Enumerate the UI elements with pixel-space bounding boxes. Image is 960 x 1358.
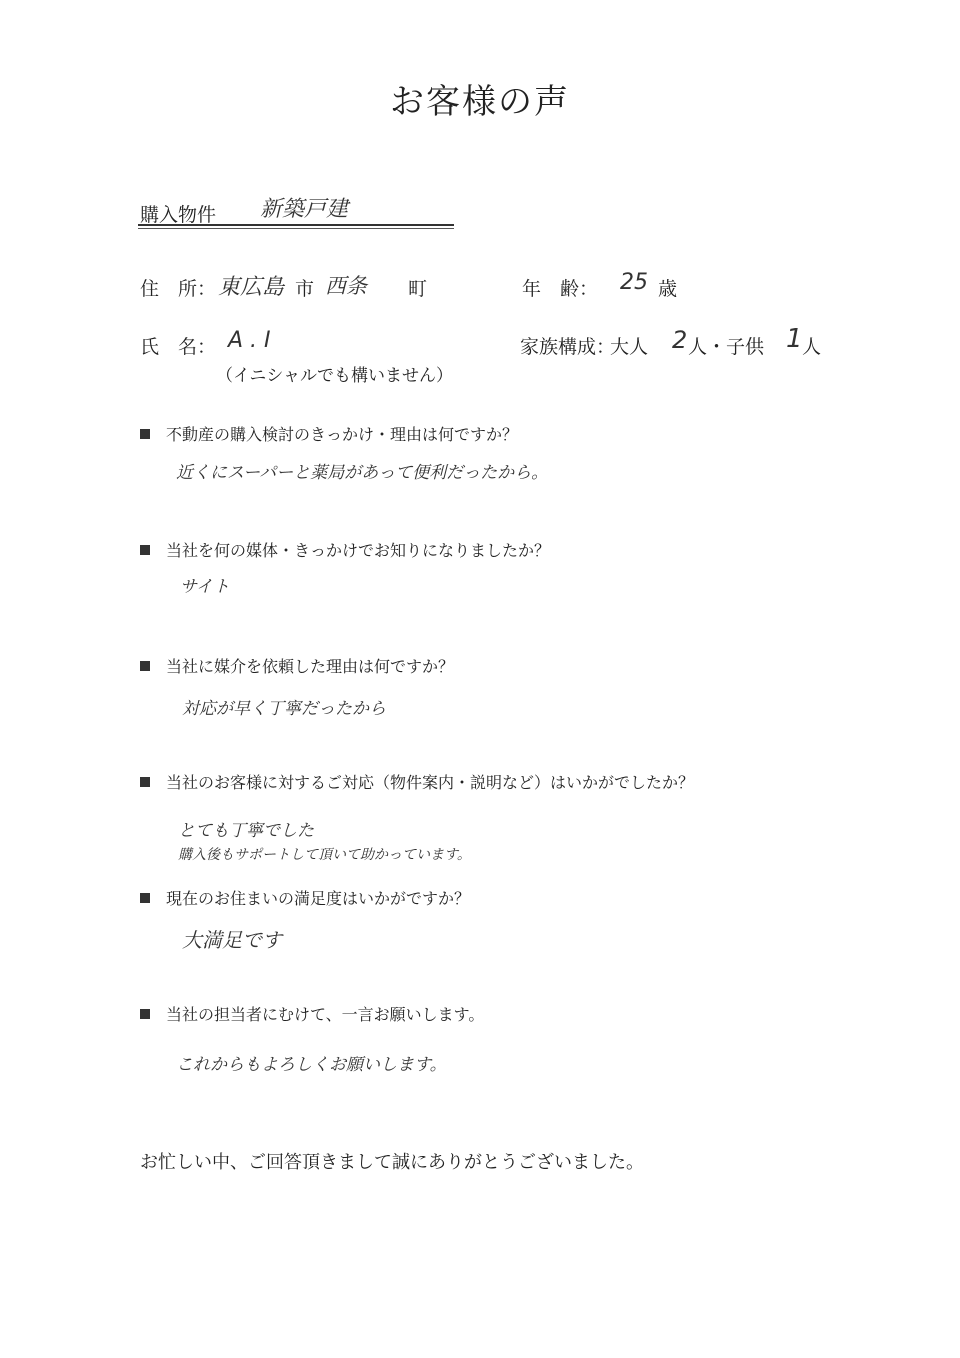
bullet-square-icon bbox=[140, 893, 150, 903]
bullet-square-icon bbox=[140, 545, 150, 555]
question-text: 当社のお客様に対するご対応（物件案内・説明など）はいかがでしたか？ bbox=[166, 773, 695, 792]
property-underline bbox=[138, 224, 454, 226]
name-value: A . I bbox=[228, 328, 271, 353]
question-text: 当社の担当者にむけて、一言お願いします。 bbox=[166, 1005, 485, 1024]
bullet-square-icon bbox=[140, 661, 150, 671]
question-3 bbox=[140, 654, 454, 677]
name-note: （イニシャルでも構いません） bbox=[216, 366, 453, 386]
family-children-value: 1 bbox=[786, 324, 803, 354]
question-6 bbox=[140, 1002, 484, 1025]
family-children-suffix: 人 bbox=[802, 336, 822, 358]
age-suffix: 歳 bbox=[658, 278, 678, 300]
page-title: お客様の声 bbox=[390, 82, 570, 122]
name-label: 氏 名： bbox=[140, 336, 217, 358]
bullet-square-icon bbox=[140, 1009, 150, 1019]
question-text: 現在のお住まいの満足度はいかがですか？ bbox=[166, 889, 471, 908]
family-label: 家族構成： bbox=[520, 336, 616, 358]
age-label: 年 齢： bbox=[522, 278, 599, 300]
question-text: 不動産の購入検討のきっかけ・理由は何ですか？ bbox=[166, 425, 519, 444]
answer-6: これからもよろしくお願いします。 bbox=[176, 1055, 447, 1075]
property-value: 新築戸建 bbox=[260, 197, 349, 222]
answer-3: 対応が早く丁寧だったから bbox=[182, 699, 386, 719]
question-1 bbox=[140, 422, 518, 445]
age-value: 25 bbox=[620, 270, 648, 295]
property-label: 購入物件 bbox=[140, 204, 217, 226]
bullet-square-icon bbox=[140, 777, 150, 787]
address-city-suffix: 市 bbox=[295, 278, 315, 300]
answer-2: サイト bbox=[180, 577, 230, 597]
answer-1: 近くにスーパーと薬局があって便利だったから。 bbox=[176, 463, 549, 483]
bullet-square-icon bbox=[140, 429, 150, 439]
answer-4-line-2: 購入後もサポートして頂いて助かっています。 bbox=[178, 847, 471, 863]
address-town-suffix: 町 bbox=[408, 278, 428, 300]
family-adults-value: 2 bbox=[672, 326, 688, 354]
answer-4-line-1: とても丁寧でした bbox=[178, 821, 314, 841]
address-city: 東広島 bbox=[218, 275, 285, 300]
question-text: 当社に媒介を依頼した理由は何ですか？ bbox=[166, 657, 455, 676]
property-underline-2 bbox=[138, 228, 454, 229]
question-5 bbox=[140, 886, 470, 909]
address-town: 西条 bbox=[325, 274, 367, 298]
question-text: 当社を何の媒体・きっかけでお知りになりましたか？ bbox=[166, 541, 551, 560]
family-adults-label: 大人 bbox=[610, 336, 649, 358]
question-4 bbox=[140, 770, 694, 793]
closing-message: お忙しい中、ご回答頂きまして誠にありがとうございました。 bbox=[140, 1152, 644, 1173]
family-adults-suffix: 人・子供 bbox=[688, 336, 765, 358]
question-2 bbox=[140, 538, 550, 561]
answer-5: 大満足です bbox=[182, 928, 282, 952]
address-label: 住 所： bbox=[140, 278, 217, 300]
